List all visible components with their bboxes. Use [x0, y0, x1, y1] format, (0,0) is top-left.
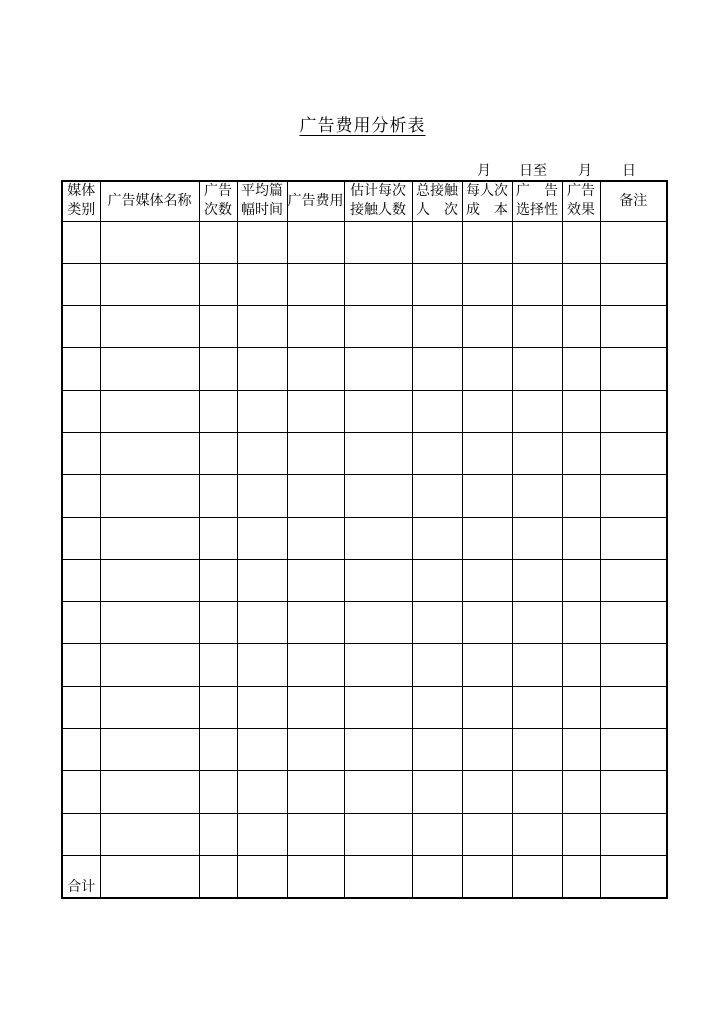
table-cell[interactable]: [237, 306, 287, 348]
table-cell[interactable]: [62, 432, 100, 474]
table-cell[interactable]: [237, 686, 287, 728]
table-cell[interactable]: [62, 475, 100, 517]
table-cell[interactable]: [62, 221, 100, 263]
table-cell[interactable]: [412, 221, 462, 263]
table-cell[interactable]: [344, 813, 412, 855]
table-cell[interactable]: [100, 771, 199, 813]
table-cell[interactable]: [344, 475, 412, 517]
table-cell[interactable]: [600, 729, 667, 771]
total-cell[interactable]: [562, 855, 600, 897]
table-cell[interactable]: [62, 517, 100, 559]
table-cell[interactable]: [412, 686, 462, 728]
table-cell[interactable]: [562, 813, 600, 855]
header-total-contacts-line: 人 次: [416, 202, 458, 219]
table-cell[interactable]: [199, 686, 237, 728]
table-cell[interactable]: [287, 475, 344, 517]
table-cell[interactable]: [344, 686, 412, 728]
table-cell[interactable]: [412, 348, 462, 390]
table-cell[interactable]: [344, 263, 412, 305]
date-day-to: 日至: [519, 163, 547, 179]
table-cell[interactable]: [462, 517, 512, 559]
table-cell[interactable]: [462, 686, 512, 728]
total-cell[interactable]: [344, 855, 412, 897]
table-cell[interactable]: [199, 602, 237, 644]
table-cell[interactable]: [237, 390, 287, 432]
table-cell[interactable]: [512, 348, 562, 390]
table-cell[interactable]: [100, 729, 199, 771]
table-cell[interactable]: [62, 644, 100, 686]
header-media-category-line: 媒体: [67, 183, 96, 200]
table-cell[interactable]: [62, 813, 100, 855]
table-cell[interactable]: [600, 559, 667, 601]
table-cell[interactable]: [462, 475, 512, 517]
table-cell[interactable]: [287, 602, 344, 644]
table-cell[interactable]: [199, 729, 237, 771]
table-cell[interactable]: [562, 263, 600, 305]
table-cell[interactable]: [600, 644, 667, 686]
table-cell[interactable]: [62, 771, 100, 813]
header-ad-effect-line: 效果: [567, 202, 595, 219]
table-cell[interactable]: [237, 813, 287, 855]
table-row: [62, 306, 667, 348]
table-cell[interactable]: [600, 686, 667, 728]
table-cell[interactable]: [562, 390, 600, 432]
page-title: 广告费用分析表: [299, 116, 426, 136]
table-cell[interactable]: [62, 348, 100, 390]
table-cell[interactable]: [562, 686, 600, 728]
table-cell[interactable]: [100, 432, 199, 474]
table-cell[interactable]: [412, 432, 462, 474]
table-cell[interactable]: [100, 221, 199, 263]
table-cell[interactable]: [62, 559, 100, 601]
header-est-contacts-line: 估计每次: [350, 183, 406, 200]
table-row: [62, 644, 667, 686]
table-cell[interactable]: [100, 475, 199, 517]
table-cell[interactable]: [512, 729, 562, 771]
table-cell[interactable]: [562, 644, 600, 686]
table-cell[interactable]: [412, 771, 462, 813]
table-cell[interactable]: [412, 729, 462, 771]
total-row: [62, 855, 667, 897]
table-cell[interactable]: [344, 602, 412, 644]
total-cell[interactable]: [100, 855, 199, 897]
total-cell[interactable]: [462, 855, 512, 897]
table-cell[interactable]: [600, 813, 667, 855]
table-cell[interactable]: [237, 771, 287, 813]
header-ad-cost: [287, 181, 344, 221]
table-cell[interactable]: [600, 390, 667, 432]
table-cell[interactable]: [62, 686, 100, 728]
header-remarks: [600, 181, 667, 221]
table-cell[interactable]: [62, 263, 100, 305]
table-row: [62, 686, 667, 728]
total-cell[interactable]: [412, 855, 462, 897]
ad-cost-table: [61, 180, 668, 899]
table-cell[interactable]: [462, 390, 512, 432]
table-cell[interactable]: [462, 221, 512, 263]
table-cell[interactable]: [512, 813, 562, 855]
table-cell[interactable]: [412, 602, 462, 644]
table-cell[interactable]: [237, 517, 287, 559]
table-cell[interactable]: [412, 306, 462, 348]
table-cell[interactable]: [600, 263, 667, 305]
table-row: [62, 517, 667, 559]
table-cell[interactable]: [287, 390, 344, 432]
table-cell[interactable]: [512, 263, 562, 305]
table-cell[interactable]: [512, 559, 562, 601]
table-cell[interactable]: [562, 771, 600, 813]
table-cell[interactable]: [562, 348, 600, 390]
date-month-1: 月: [477, 163, 491, 179]
table-cell[interactable]: [287, 729, 344, 771]
table-cell[interactable]: [344, 559, 412, 601]
table-cell[interactable]: [287, 644, 344, 686]
table-cell[interactable]: [344, 644, 412, 686]
date-month-2: 月: [578, 163, 592, 179]
header-ad-selectivity-line: 选择性: [516, 202, 558, 219]
header-media-name: [100, 181, 199, 221]
table-cell[interactable]: [199, 348, 237, 390]
table-row: [62, 348, 667, 390]
table-cell[interactable]: [344, 517, 412, 559]
table-cell[interactable]: [199, 559, 237, 601]
table-cell[interactable]: [287, 432, 344, 474]
table-cell[interactable]: [100, 263, 199, 305]
table-cell[interactable]: [462, 644, 512, 686]
table-cell[interactable]: [562, 306, 600, 348]
table-cell[interactable]: [199, 771, 237, 813]
table-cell[interactable]: [237, 602, 287, 644]
header-ad-selectivity-line: 广 告: [516, 183, 558, 200]
table-cell[interactable]: [287, 559, 344, 601]
table-cell[interactable]: [562, 475, 600, 517]
header-avg-duration-line: 平均篇: [241, 183, 283, 200]
table-cell[interactable]: [237, 729, 287, 771]
table-cell[interactable]: [199, 644, 237, 686]
table-cell[interactable]: [287, 221, 344, 263]
table-cell[interactable]: [237, 221, 287, 263]
table-row: [62, 813, 667, 855]
table-cell[interactable]: [600, 517, 667, 559]
total-cell[interactable]: [600, 855, 667, 897]
table-cell[interactable]: [199, 390, 237, 432]
table-cell[interactable]: [237, 432, 287, 474]
table-cell[interactable]: [562, 602, 600, 644]
header-est-contacts-line: 接触人数: [350, 202, 406, 219]
table-cell[interactable]: [287, 771, 344, 813]
table-cell[interactable]: [462, 263, 512, 305]
table-cell[interactable]: [462, 602, 512, 644]
table-cell[interactable]: [600, 348, 667, 390]
table-cell[interactable]: [287, 306, 344, 348]
table-cell[interactable]: [562, 729, 600, 771]
table-row: [62, 390, 667, 432]
table-cell[interactable]: [462, 559, 512, 601]
header-cost-per-contact-line: 每人次: [466, 183, 508, 200]
header-cost-per-contact-line: 成 本: [466, 202, 508, 219]
table-cell[interactable]: [62, 729, 100, 771]
header-est-contacts: [344, 181, 412, 221]
table-cell[interactable]: [562, 517, 600, 559]
table-cell[interactable]: [412, 263, 462, 305]
table-cell[interactable]: [600, 306, 667, 348]
header-remarks-line: 备注: [619, 192, 648, 209]
table-cell[interactable]: [100, 306, 199, 348]
header-media-name-line: 广告媒体名称: [107, 192, 192, 209]
table-cell[interactable]: [512, 602, 562, 644]
table-cell[interactable]: [100, 644, 199, 686]
total-cell[interactable]: [287, 855, 344, 897]
table-cell[interactable]: [199, 306, 237, 348]
table-cell[interactable]: [512, 771, 562, 813]
table-cell[interactable]: [344, 771, 412, 813]
header-cost-per-contact: [462, 181, 512, 221]
table-cell[interactable]: [287, 263, 344, 305]
table-cell[interactable]: [512, 686, 562, 728]
table-cell[interactable]: [199, 432, 237, 474]
table-row: [62, 729, 667, 771]
table-cell[interactable]: [100, 813, 199, 855]
table-cell[interactable]: [600, 432, 667, 474]
table-cell[interactable]: [600, 221, 667, 263]
table-cell[interactable]: [462, 813, 512, 855]
table-cell[interactable]: [412, 559, 462, 601]
table-cell[interactable]: [62, 306, 100, 348]
table-cell[interactable]: [562, 432, 600, 474]
table-cell[interactable]: [412, 517, 462, 559]
table-cell[interactable]: [412, 475, 462, 517]
table-cell[interactable]: [462, 306, 512, 348]
header-total-contacts: [412, 181, 462, 221]
table-cell[interactable]: [237, 559, 287, 601]
table-cell[interactable]: [344, 729, 412, 771]
table-cell[interactable]: [287, 686, 344, 728]
header-row: [62, 181, 667, 221]
header-ad-effect: [562, 181, 600, 221]
table-cell[interactable]: [512, 306, 562, 348]
table-row: [62, 771, 667, 813]
table-cell[interactable]: [512, 390, 562, 432]
table-cell[interactable]: [237, 348, 287, 390]
table-cell[interactable]: [462, 729, 512, 771]
table-cell[interactable]: [462, 771, 512, 813]
table-cell[interactable]: [100, 559, 199, 601]
table-cell[interactable]: [600, 602, 667, 644]
table-cell[interactable]: [600, 771, 667, 813]
table-row: [62, 263, 667, 305]
table-cell[interactable]: [237, 475, 287, 517]
header-ad-selectivity: [512, 181, 562, 221]
table-cell[interactable]: [600, 475, 667, 517]
table-cell[interactable]: [512, 475, 562, 517]
table-cell[interactable]: [462, 348, 512, 390]
table-cell[interactable]: [100, 348, 199, 390]
header-media-category: [62, 181, 100, 221]
table-cell[interactable]: [344, 348, 412, 390]
header-ad-count-line: 广告: [204, 183, 232, 200]
table-cell[interactable]: [287, 517, 344, 559]
table-cell[interactable]: [344, 306, 412, 348]
table-row: [62, 559, 667, 601]
total-label: 合计: [62, 855, 100, 897]
table-cell[interactable]: [100, 517, 199, 559]
total-cell[interactable]: [237, 855, 287, 897]
header-avg-duration: [237, 181, 287, 221]
table-row: [62, 475, 667, 517]
table-cell[interactable]: [199, 813, 237, 855]
header-avg-duration-line: 幅时间: [241, 202, 283, 219]
total-cell[interactable]: [512, 855, 562, 897]
table-cell[interactable]: [62, 390, 100, 432]
header-media-category-line: 类别: [67, 202, 96, 219]
table-cell[interactable]: [462, 432, 512, 474]
table-row: [62, 221, 667, 263]
table-cell[interactable]: [344, 390, 412, 432]
table-cell[interactable]: [287, 348, 344, 390]
table-cell[interactable]: [199, 263, 237, 305]
table-cell[interactable]: [199, 475, 237, 517]
table-cell[interactable]: [237, 263, 287, 305]
table-cell[interactable]: [512, 221, 562, 263]
header-ad-count-line: 次数: [204, 202, 232, 219]
header-ad-cost-line: 广告费用: [287, 192, 344, 209]
table-row: [62, 602, 667, 644]
table-cell[interactable]: [512, 432, 562, 474]
table-cell[interactable]: [199, 517, 237, 559]
table-cell[interactable]: [100, 390, 199, 432]
header-total-contacts-line: 总接触: [416, 183, 458, 200]
table-cell[interactable]: [412, 390, 462, 432]
table-cell[interactable]: [237, 644, 287, 686]
table-cell[interactable]: [344, 432, 412, 474]
table-cell[interactable]: [344, 221, 412, 263]
header-ad-effect-line: 广告: [567, 183, 595, 200]
table-cell[interactable]: [562, 559, 600, 601]
table-cell[interactable]: [199, 221, 237, 263]
table-cell[interactable]: [512, 644, 562, 686]
table-cell[interactable]: [512, 517, 562, 559]
table-cell[interactable]: [562, 221, 600, 263]
header-ad-count: [199, 181, 237, 221]
table-cell[interactable]: [62, 602, 100, 644]
table-cell[interactable]: [412, 813, 462, 855]
table-cell[interactable]: [100, 602, 199, 644]
total-cell[interactable]: [199, 855, 237, 897]
table-cell[interactable]: [412, 644, 462, 686]
table-cell[interactable]: [100, 686, 199, 728]
table-row: [62, 432, 667, 474]
table-cell[interactable]: [287, 813, 344, 855]
date-day-2: 日: [622, 163, 636, 179]
